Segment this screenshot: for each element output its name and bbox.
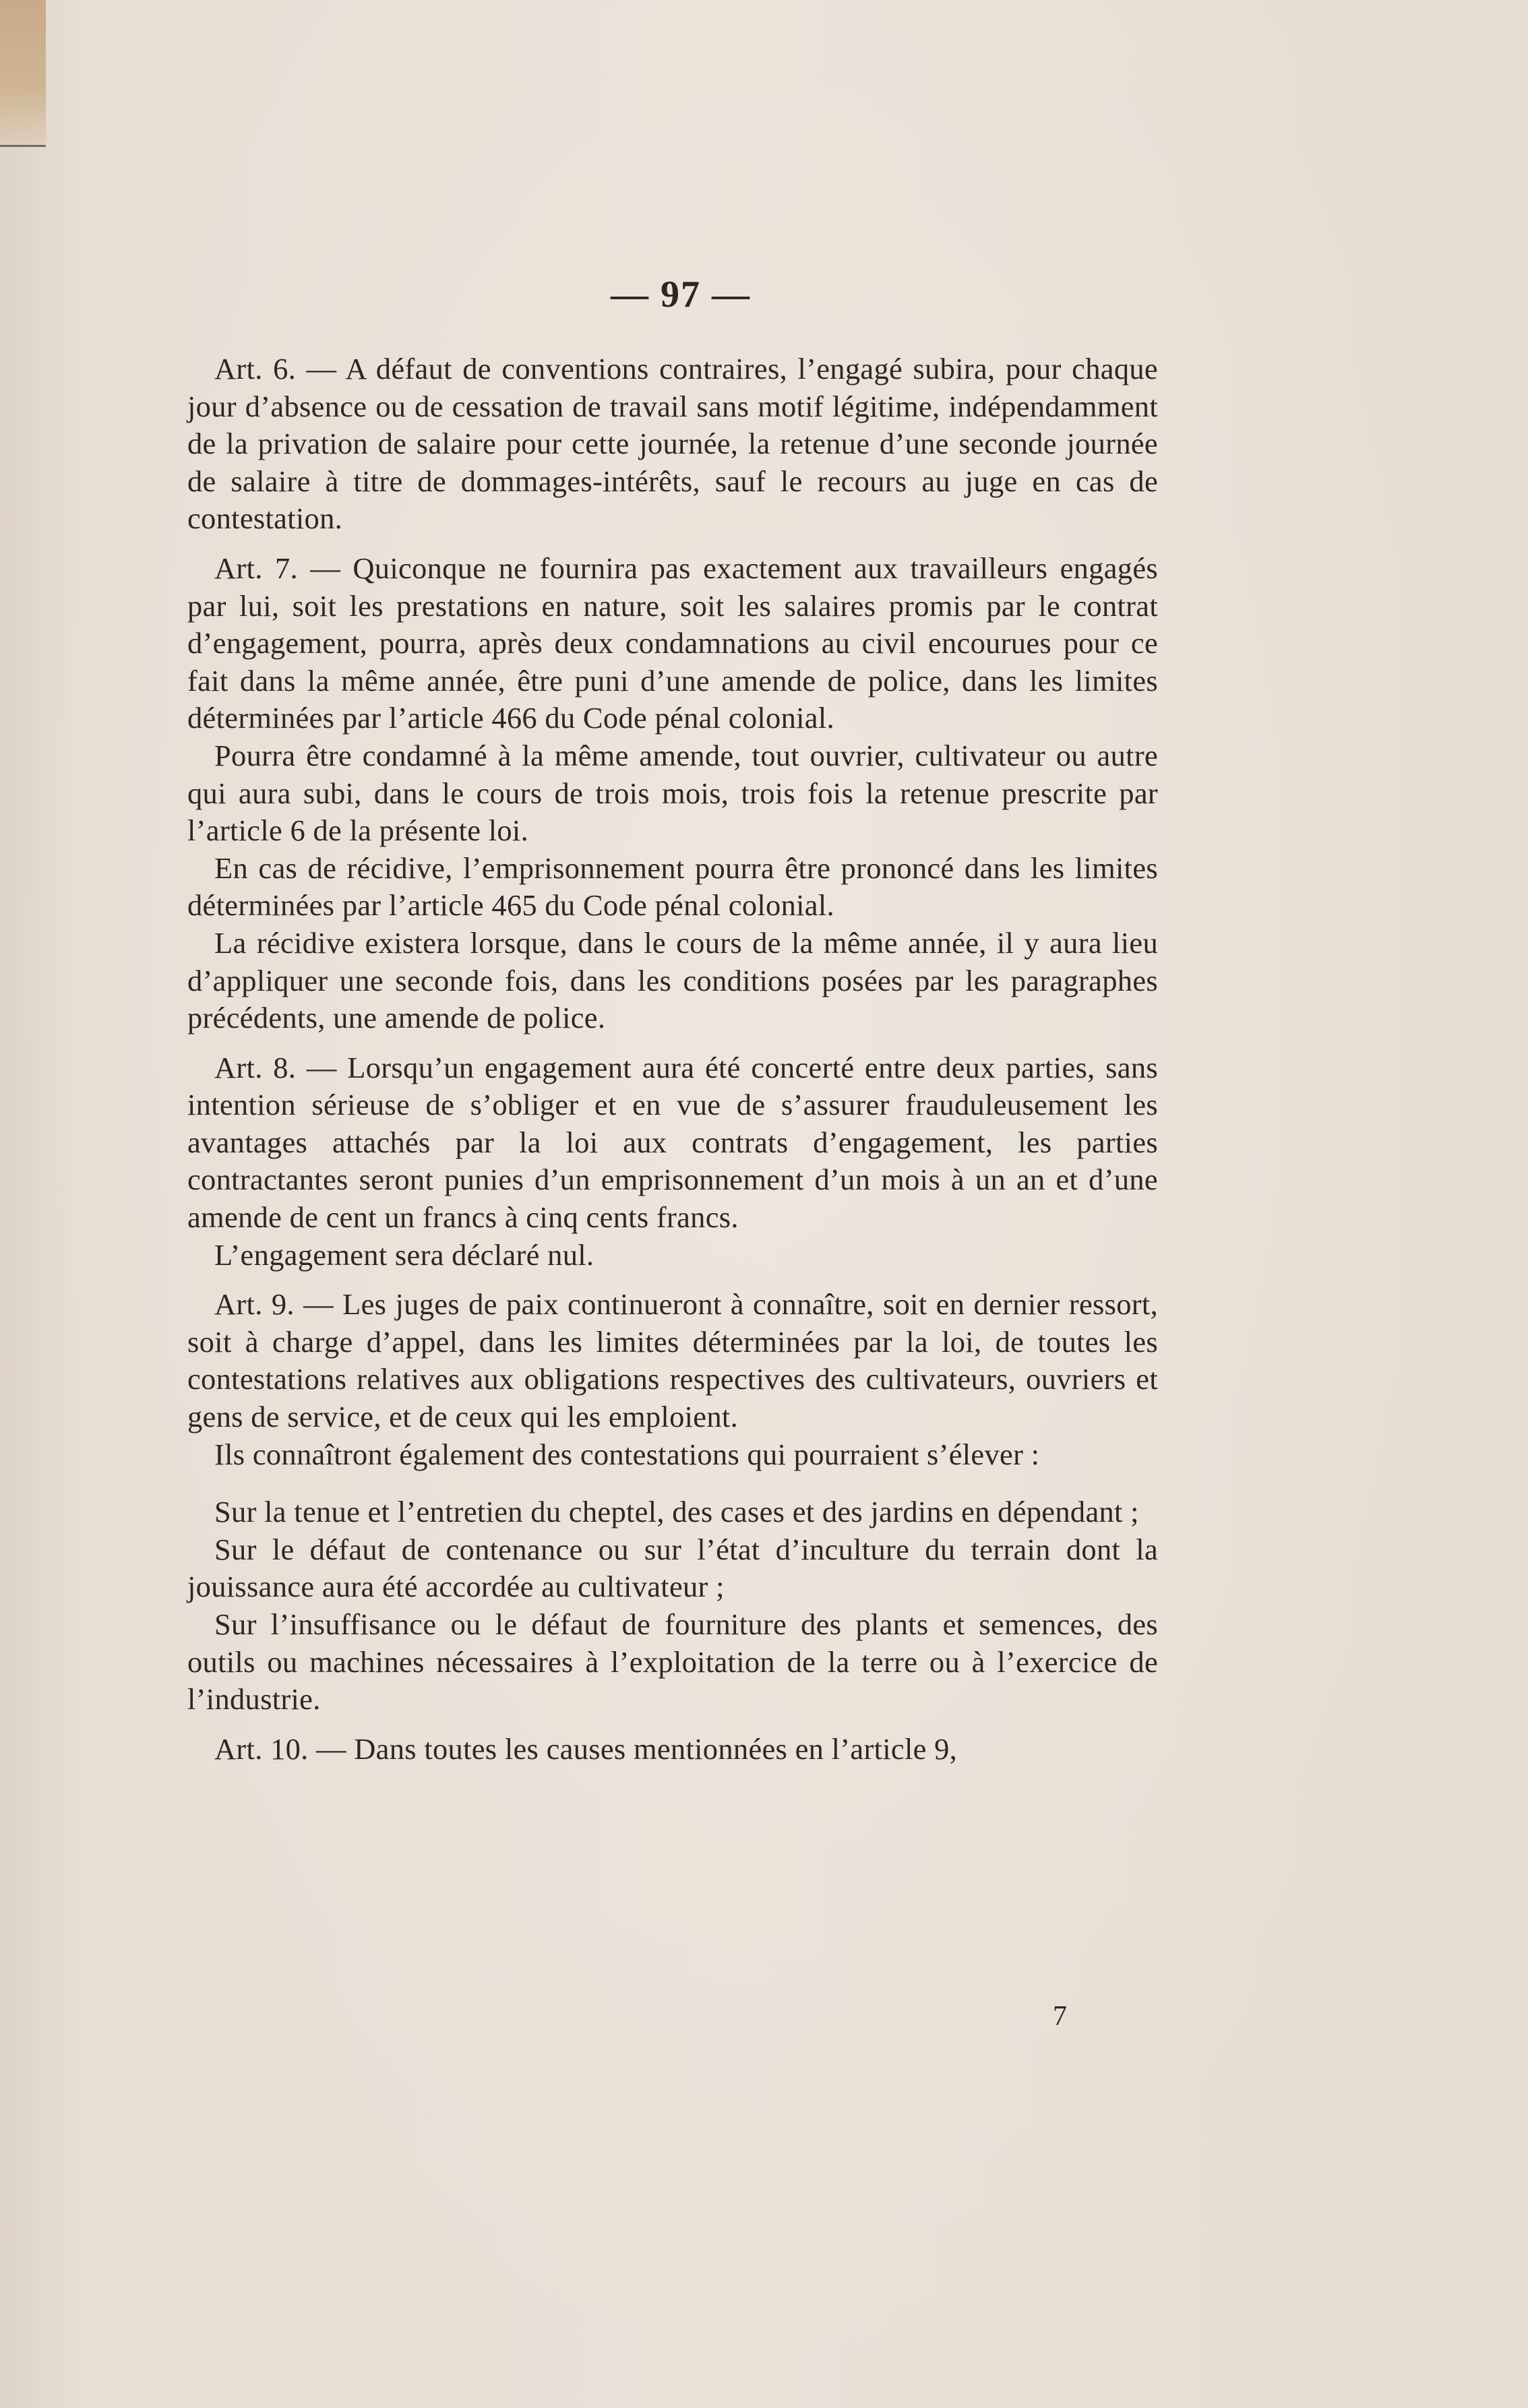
- paragraph-art-9: Art. 9. — Les juges de paix continueront à connaître, soit en dernier ressort, soit à charge d’appel, dans les limites déterminées par la loi, de toutes les contestations relatives aux obligations respectives des cultivateurs, ouvriers et gens de service, et de ceux qui les emploient.: [187, 1287, 1158, 1434]
- paragraph-art-6: Art. 6. — A défaut de conventions contraires, l’engagé subira, pour chaque jour d’absence ou de cessation de travail sans motif légitime, indépendamment de la privation de salaire pour cette journée, la retenue d’une seconde journée de salaire à titre de dommages-intérêts, sauf le recours au juge en cas de contestation.: [187, 352, 1158, 536]
- paragraph-art-9-4: Sur le défaut de contenance ou sur l’état d’inculture du terrain dont la jouissance aura été accordée au cultivateur ;: [187, 1532, 1158, 1604]
- paragraph-art-7-2: Pourra être condamné à la même amende, tout ouvrier, cultivateur ou autre qui aura subi, dans le cours de trois mois, trois fois la retenue prescrite par l’article 6 de la présente loi.: [187, 738, 1158, 848]
- paragraph-art-7: Art. 7. — Quiconque ne fournira pas exactement aux travailleurs engagés par lui, soit les prestations en nature, soit les salaires promis par le contrat d’engagement, pourra, après deux condamnations au civil encourues pour ce fait dans la même année, être puni d’une amende de police, dans les limites déterminées par l’article 466 du Code pénal colonial.: [187, 551, 1158, 735]
- body-text: [187, 350, 1158, 1768]
- page-number-header: — 97 —: [611, 274, 751, 315]
- binding-edge-line: [0, 145, 46, 147]
- paragraph-art-9-5: Sur l’insuffisance ou le défaut de fourniture des plants et semences, des outils ou machines nécessaires à l’exploitation de la terre ou à l’exercice de l’industrie.: [187, 1607, 1158, 1717]
- paragraph-art-10: Art. 10. — Dans toutes les causes mentionnées en l’article 9,: [214, 1731, 958, 1766]
- paragraph-art-9-2: Ils connaîtront également des contestations qui pourraient s’élever :: [214, 1437, 1040, 1471]
- paragraph-art-7-4: La récidive existera lorsque, dans le cours de la même année, il y aura lieu d’appliquer une seconde fois, dans les conditions posées par les paragraphes précédents, une amende de police.: [187, 925, 1158, 1035]
- binding-edge-mark: [0, 0, 46, 145]
- paragraph-art-8: Art. 8. — Lorsqu’un engagement aura été concerté entre deux parties, sans intention sérieuse de s’obliger et en vue de s’assurer frauduleusement les avantages attachés par la loi aux contrats d’engagement, les parties contractantes seront punies d’un emprisonnement d’un mois à un an et d’une amende de cent un francs à cinq cents francs.: [187, 1050, 1158, 1235]
- signature-number: 7: [1053, 2001, 1067, 2032]
- paragraph-art-9-3: Sur la tenue et l’entretien du cheptel, des cases et des jardins en dépendant ;: [214, 1495, 1139, 1529]
- paragraph-art-7-3: En cas de récidive, l’emprisonnement pourra être prononcé dans les limites déterminées par l’article 465 du Code pénal colonial.: [187, 851, 1158, 923]
- paragraph-art-8-2: L’engagement sera déclaré nul.: [214, 1237, 594, 1272]
